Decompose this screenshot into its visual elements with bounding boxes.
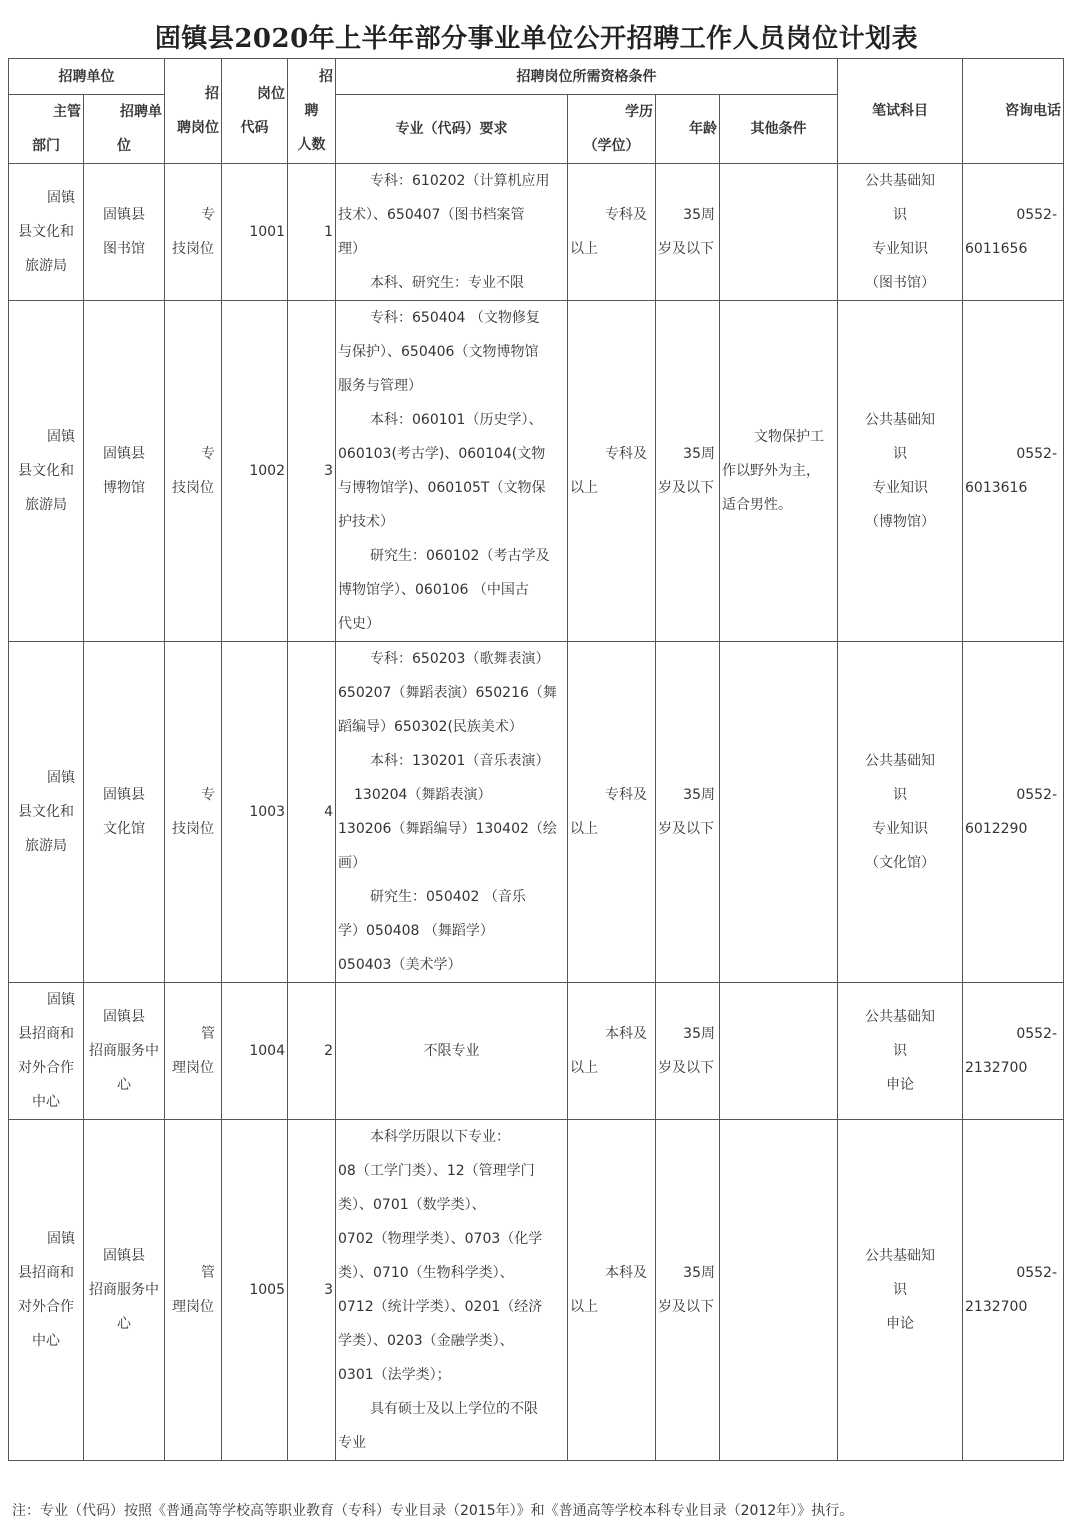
cell-dept: 固镇 县文化和 旅游局	[9, 642, 84, 983]
header-exam: 笔试科目	[838, 59, 963, 164]
table-row	[9, 1120, 1064, 1461]
cell-dept: 固镇 县文化和 旅游局	[9, 164, 84, 301]
cell-other-conditions	[720, 642, 838, 983]
cell-post: 专 技岗位	[165, 642, 222, 983]
footnote: 注：专业（代码）按照《普通高等学校高等职业教育（专科）专业目录（2015年）》和《普通高等学校本科专业目录（2012年）》执行。	[12, 1503, 854, 1519]
header-edu: 学历 （学位）	[568, 95, 656, 164]
header-code: 岗位 代码	[222, 59, 288, 164]
cell-age: 35周 岁及以下	[656, 301, 720, 642]
cell-unit: 固镇县 文化馆	[84, 642, 165, 983]
cell-count: 4	[288, 642, 336, 983]
cell-code: 1002	[222, 301, 288, 642]
cell-count: 3	[288, 1120, 336, 1461]
header-condition-group: 招聘岗位所需资格条件	[336, 59, 838, 95]
cell-exam-subjects: 公共基础知 识 专业知识 （图书馆）	[838, 164, 963, 301]
cell-exam-subjects: 公共基础知 识 专业知识 （文化馆）	[838, 642, 963, 983]
cell-phone: 0552- 6011656	[963, 164, 1064, 301]
cell-unit: 固镇县 图书馆	[84, 164, 165, 301]
cell-post: 专 技岗位	[165, 164, 222, 301]
header-unit: 招聘单 位	[84, 95, 165, 164]
header-dept: 主管 部门	[9, 95, 84, 164]
cell-count: 3	[288, 301, 336, 642]
cell-other-conditions	[720, 1120, 838, 1461]
cell-major-requirement: 专科：610202（计算机应用 技术）、650407（图书档案管 理） 本科、研究生：专业不限	[336, 164, 568, 301]
cell-education: 专科及 以上	[568, 301, 656, 642]
table-row	[9, 983, 1064, 1120]
cell-major-requirement: 不限专业	[336, 983, 568, 1120]
cell-unit: 固镇县 招商服务中 心	[84, 1120, 165, 1461]
cell-code: 1003	[222, 642, 288, 983]
cell-major-requirement: 专科：650404 （文物修复 与保护）、650406（文物博物馆 服务与管理） 本科：060101（历史学）、 060103(考古学)、060104(文物 与博物馆学)、060105T（文物保 护技术） 研究生：060102（考古学及 博物馆学）、060106 （中国古 代史）	[336, 301, 568, 642]
cell-age: 35周 岁及以下	[656, 164, 720, 301]
cell-count: 1	[288, 164, 336, 301]
cell-phone: 0552- 2132700	[963, 983, 1064, 1120]
table-header	[9, 59, 1064, 164]
cell-code: 1005	[222, 1120, 288, 1461]
table-row	[9, 642, 1064, 983]
cell-education: 本科及 以上	[568, 1120, 656, 1461]
cell-education: 本科及 以上	[568, 983, 656, 1120]
cell-dept: 固镇 县招商和 对外合作 中心	[9, 1120, 84, 1461]
header-unit-group: 招聘单位	[9, 59, 165, 95]
cell-other-conditions	[720, 164, 838, 301]
table-row	[9, 164, 1064, 301]
cell-age: 35周 岁及以下	[656, 642, 720, 983]
cell-phone: 0552- 6013616	[963, 301, 1064, 642]
cell-dept: 固镇 县文化和 旅游局	[9, 301, 84, 642]
header-post: 招 聘岗位	[165, 59, 222, 164]
cell-code: 1001	[222, 164, 288, 301]
cell-other-conditions: 文物保护工 作以野外为主， 适合男性。	[720, 301, 838, 642]
cell-phone: 0552- 2132700	[963, 1120, 1064, 1461]
cell-education: 专科及 以上	[568, 642, 656, 983]
header-count: 招 聘 人数	[288, 59, 336, 164]
cell-post: 专 技岗位	[165, 301, 222, 642]
cell-count: 2	[288, 983, 336, 1120]
cell-code: 1004	[222, 983, 288, 1120]
cell-age: 35周 岁及以下	[656, 1120, 720, 1461]
cell-post: 管 理岗位	[165, 983, 222, 1120]
cell-major-requirement: 专科：650203（歌舞表演） 650207（舞蹈表演）650216（舞 蹈编导）650302(民族美术） 本科：130201（音乐表演） 130204（舞蹈表演） 130206（舞蹈编导）130402（绘 画） 研究生：050402 （音乐 学）050408 （舞蹈学） 050403（美术学）	[336, 642, 568, 983]
cell-major-requirement: 本科学历限以下专业： 08（工学门类）、12（管理学门 类）、0701（数学类）、 0702（物理学类）、0703（化学 类）、0710（生物科学类）、 0712（统计学类）、0201（经济 学类）、0203（金融学类）、 0301（法学类）； 具有硕士及以上学位的不限 专业	[336, 1120, 568, 1461]
recruitment-plan-table	[8, 58, 1064, 1461]
header-other: 其他条件	[720, 95, 838, 164]
header-age: 年龄	[656, 95, 720, 164]
cell-exam-subjects: 公共基础知 识 专业知识 （博物馆）	[838, 301, 963, 642]
cell-unit: 固镇县 博物馆	[84, 301, 165, 642]
cell-unit: 固镇县 招商服务中 心	[84, 983, 165, 1120]
cell-age: 35周 岁及以下	[656, 983, 720, 1120]
cell-dept: 固镇 县招商和 对外合作 中心	[9, 983, 84, 1120]
cell-education: 专科及 以上	[568, 164, 656, 301]
cell-exam-subjects: 公共基础知 识 申论	[838, 983, 963, 1120]
table-body	[9, 164, 1064, 1461]
cell-exam-subjects: 公共基础知 识 申论	[838, 1120, 963, 1461]
cell-other-conditions	[720, 983, 838, 1120]
cell-phone: 0552- 6012290	[963, 642, 1064, 983]
page-title: 固镇县2020年上半年部分事业单位公开招聘工作人员岗位计划表	[154, 24, 919, 54]
cell-post: 管 理岗位	[165, 1120, 222, 1461]
table-row	[9, 301, 1064, 642]
header-major: 专业（代码）要求	[336, 95, 568, 164]
header-phone: 咨询电话	[963, 59, 1064, 164]
